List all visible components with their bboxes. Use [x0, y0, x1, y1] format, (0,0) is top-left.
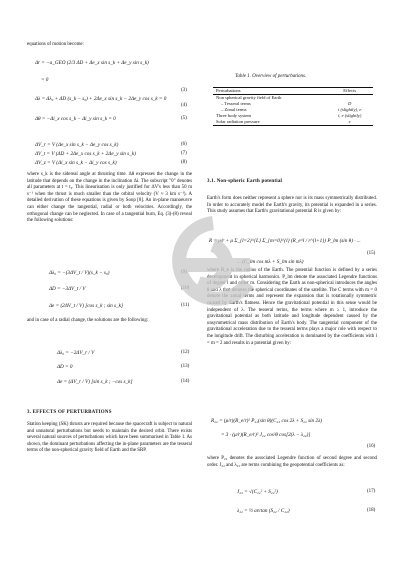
equation-line: Δr = −a_GEO (2/3 ΔD + Δe_x sin s_k + Δe_y sin s_k) — [35, 60, 149, 66]
equation-line: ΔV_t = V (ΔD + 2Δe_x cos s_k + 2Δe_y sin s_k) — [35, 151, 136, 157]
table-cell: e — [348, 119, 351, 124]
paragraph-earth-form: Earth's form does neither represent a sphere nor is its mass symmetrically distributed. In order to accurately model the Earth's gravity, its potential is expanded in a series. This study assumes that Earth's gravitational potential R is given by: — [207, 196, 377, 215]
equation-number: (16) — [367, 444, 376, 449]
paragraph-perturbations: Station keeping (SK) thrusts are required because the spacecraft is subject to natural and unnatural perturbations but needs to maintain the desired orbit. There exists several natural sources of perturbations which have been summarised in Table 1. As shown, the dominant perturbations affecting the in-plane parameters are the tesseral terms of the non-spherical gravity field of Earth and the SRP. — [27, 422, 192, 454]
table-cell: Solar radiation pressure — [216, 119, 260, 124]
equation-line: ΔV_r = V (Δe_x sin s_k − Δe_y cos s_k) — [35, 142, 119, 148]
section-heading-3-1: 3.1. Non-spheric Earth potential — [207, 179, 283, 184]
equation-line: Δλ₀ = −2ΔV_r / V — [57, 350, 95, 356]
equation-number: (15) — [367, 251, 376, 256]
table-cell: – Tesseral terms — [221, 101, 251, 106]
table-header-row — [213, 88, 373, 95]
table-header: Effects — [343, 88, 357, 93]
table-cell: i (slightly), e — [338, 107, 362, 112]
table-cell: D — [348, 101, 352, 106]
equation-number: (11) — [181, 303, 190, 308]
equation-line: λ₂₂ = ½ arctan (S₂₂ / C₂₂) — [237, 508, 290, 514]
equation-number: (10) — [181, 286, 190, 291]
equation-line: Δθ = −Δi_x cos s_k − Δi_y sin s_k = 0 — [35, 116, 116, 122]
equation-line: = 3 · (μ/r)(R_e/r)² J₂₂ cos²θ cos[2(λ − λ₂₂)] — [221, 432, 311, 438]
table-cell: Non spherical gravity field of Earth — [216, 95, 282, 100]
equation-line: Δe = (2ΔV_t / V) [cos s_k ; sin s_k] — [49, 303, 123, 309]
paragraph-radial: and in case of a radial change, the solutions are the following: — [27, 318, 149, 323]
equation-line: ΔD = 0 — [57, 364, 73, 370]
table-cell: i, e (slightly) — [338, 113, 362, 118]
equation-line: Δe = (ΔV_r / V) [sin s_k ; −cos s_k] — [57, 379, 133, 385]
table-row — [213, 119, 373, 126]
equation-number: (17) — [367, 489, 376, 494]
perturbations-table — [213, 87, 373, 126]
watermark-logo — [158, 205, 268, 335]
equation-number: (3) — [181, 88, 187, 93]
equation-line: ... (C_lm cos mλ + S_lm sin mλ) — [237, 259, 304, 265]
equation-line: ΔD = −3ΔV_t / V — [49, 286, 86, 292]
equation-line: J₂₂ = √(C₂₂² + S₂₂²) — [237, 489, 278, 495]
equation-line: Δλ = Δλ₀ + ΔD (s_k − s₀) + 2Δe_x sin s_k − 2Δe_y cos s_k = 0 — [35, 96, 167, 102]
intro-text: equations of motion become: — [27, 42, 84, 47]
paragraph-potential: where R_e is the radius of the Earth. The potential function is defined by a series development in spherical harmonics. P_lm denote the associated Legendre functions of degree l and order m. Considering the Earth as non-spherical introduces the angles θ and λ that denotes the spherical coordinates of the satellite. The C terms with m = 0 denote the zonal terms and represent the expansion that is rotationally symmetric caused by Earth's flatness. Hence the gravitational potential in this sense would be independent of λ. The tesseral terms, the terms where m ≥ 1, introduce the gravitational potential as both latitude and longitude dependent caused by the unsymmetrical mass distribution of Earth's body. The tangential component of the gravitational acceleration due to the tesseral terms plays a major role with respect to the longitude drift. The disturbing acceleration is dominated by the coefficients with l = m = 2 and results in a potential given by: — [207, 268, 377, 346]
table-cell: – Zonal terms — [221, 107, 247, 112]
table-cell: Three body system — [216, 113, 251, 118]
equation-number: (5) — [181, 116, 187, 121]
equation-number: (13) — [181, 364, 190, 369]
table-header: Perturbations — [216, 88, 241, 93]
equation-line: = 0 — [41, 77, 49, 83]
equation-number: (14) — [181, 379, 190, 384]
equation-number: (6) — [181, 142, 187, 147]
equation-number: (18) — [367, 508, 376, 513]
equation-line: R = μ/r + μ Σ_{l=2}^{L} Σ_{m=0}^{l} (R_e^l / r^{l+1}) P_lm (sin θ) · ... — [209, 238, 361, 244]
equation-line: R₂₂ = (μ/r)(R_e/r)² P₂₂(sin θ)(C₂₂ cos 2λ + S₂₂ sin 2λ) — [211, 418, 323, 424]
table-caption: Table 1. Overview of perturbations. — [235, 74, 307, 79]
equation-line: ΔV_z = V (Δi_x sin s_k − Δi_y cos s_k) — [35, 160, 117, 166]
section-heading-3: 3. EFFECTS OF PERTURBATIONS — [27, 410, 112, 415]
equation-number: (8) — [181, 160, 187, 165]
paragraph-legendre: where P₂₂ denotes the associated Legendre function of second degree and second order. J₂₂ and λ₂₂ are terms combining the geopotential coefficients as: — [207, 456, 377, 468]
equation-number: (9) — [181, 270, 187, 275]
equation-number: (12) — [181, 350, 190, 355]
paragraph-linearisation: where s_k is the sidereal angle at thrusting time. Δθ expresses the change in the latitude that depends on the change in the inclination Δi. The subscript "0" denotes all parameters at t = t₀. This linearisation is only justified for ΔV's less than 50 m s⁻¹ when the thrust is much smaller than the orbital velocity (V ≈ 3 km s⁻¹). A detailed derivation of these equations is given by Soop [8]. An in-plane manoeuvre can either change the tangential, radial or both velocities. Accordingly, the orthogonal change can be neglected. In case of a tangential burn, Eq. (3)-(8) reveal the following solutions: — [27, 172, 192, 224]
equation-line: Δλ₀ = −(3ΔV_t / V)(s_k − s₀) — [49, 270, 110, 276]
equation-number: (7) — [181, 151, 187, 156]
equation-number: (4) — [181, 103, 187, 108]
